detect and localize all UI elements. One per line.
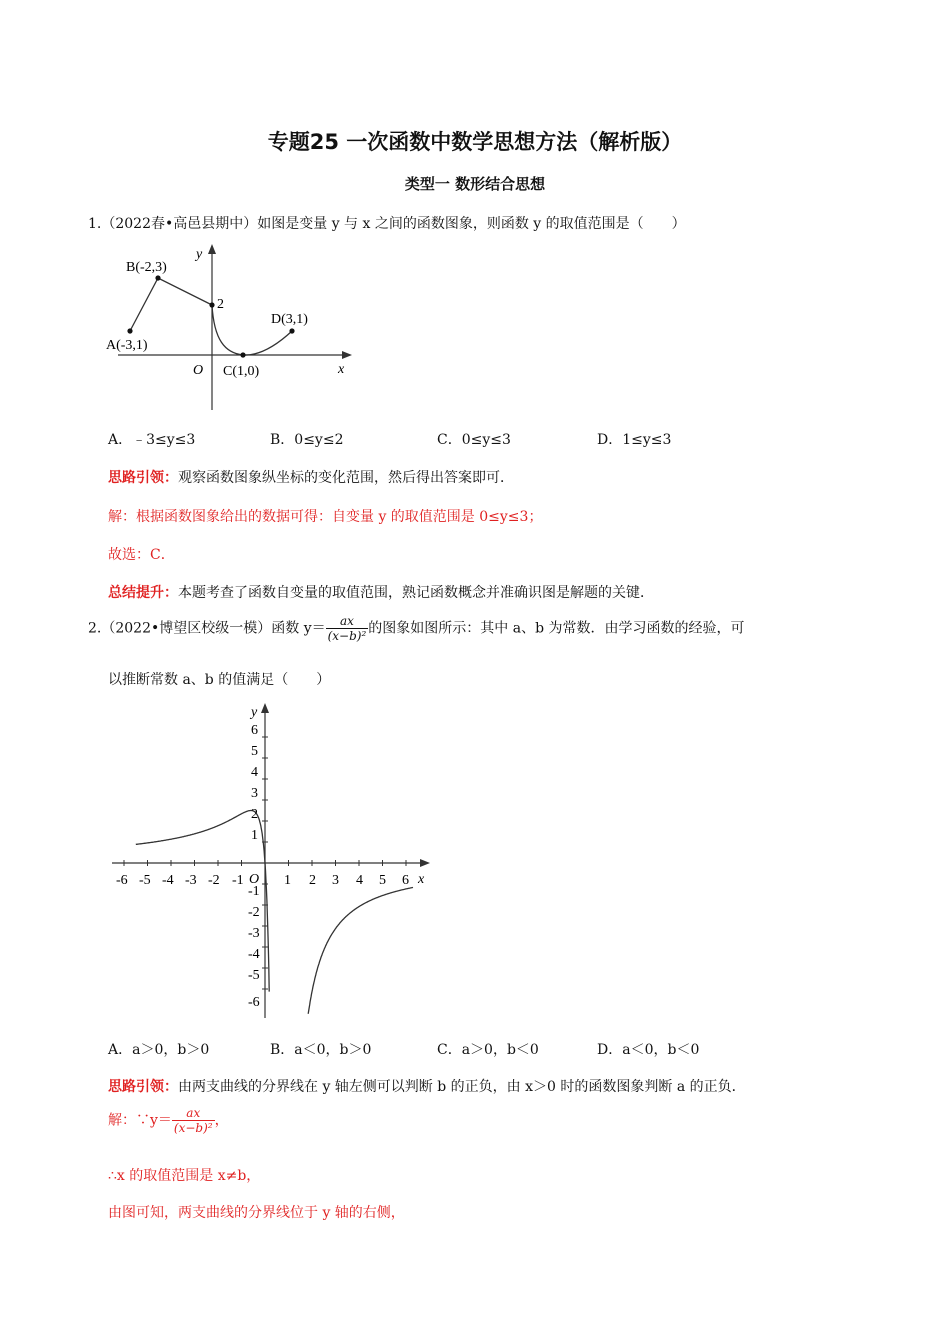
q2-ytick-m5: -5 (248, 968, 260, 983)
q1-label-2: 2 (217, 297, 224, 312)
q1-label-o: O (193, 363, 204, 378)
q1-summary-text: 本题考查了函数自变量的取值范围，熟记函数概念并准确识图是解题的关键． (178, 585, 654, 601)
q1-solution: 解：根据函数图象给出的数据可得：自变量 y 的取值范围是 0≤y≤3； (108, 509, 543, 525)
q1-option-b[interactable]: B．0≤y≤2 (270, 432, 344, 448)
q1-option-a[interactable]: A．﹣3≤y≤3 (108, 432, 196, 448)
q2-sol-prefix: 解：∵y＝ (108, 1112, 172, 1129)
q2-label-o: O (249, 872, 260, 887)
q2-xtick-m6: -6 (116, 873, 128, 888)
q1-label-b: B(-2,3) (126, 260, 167, 275)
q1-point-c (240, 352, 245, 357)
page-title: 专题25 一次函数中数学思想方法（解析版） (267, 130, 683, 154)
q2-ytick-6: 6 (251, 723, 258, 738)
q1-point-a (127, 328, 132, 333)
q2-curve-left (136, 811, 269, 992)
q2-stem-prefix: 2.（2022•博望区校级一模）函数 y＝ (88, 620, 326, 637)
q2-ytick-m2: -2 (248, 905, 260, 920)
q2-xtick-6: 6 (402, 873, 409, 888)
q1-label-c: C(1,0) (223, 364, 260, 379)
q2-ytick-m6: -6 (248, 995, 260, 1010)
q1-label-d: D(3,1) (271, 312, 308, 327)
q2-ytick-1: 1 (251, 828, 258, 843)
q2-ytick-m3: -3 (248, 926, 260, 941)
q2-xtick-5: 5 (379, 873, 386, 888)
q2-ytick-m4: -4 (248, 947, 260, 962)
q2-xtick-m4: -4 (162, 873, 174, 888)
q2-xtick-1: 1 (284, 873, 291, 888)
q2-frac-num: ax (326, 614, 369, 629)
q1-option-d[interactable]: D．1≤y≤3 (597, 432, 672, 448)
q2-range-line: ∴x 的取值范围是 x≠b， (108, 1168, 261, 1184)
q2-curve-right (308, 887, 413, 1013)
q2-sol-fraction (172, 1106, 215, 1135)
q2-sol-frac-num: ax (172, 1106, 215, 1121)
q2-frac-den: (x−b)² (327, 629, 367, 643)
q1-line-abs (130, 278, 212, 331)
q2-xtick-2: 2 (309, 873, 316, 888)
q2-xtick-m1: -1 (232, 873, 244, 888)
q2-option-c[interactable]: C．a＞0，b＜0 (437, 1042, 539, 1058)
q1-point-y2 (209, 302, 214, 307)
q2-ytick-3: 3 (251, 786, 258, 801)
q2-hint-text: 由两支曲线的分界线在 y 轴左侧可以判断 b 的正负，由 x＞0 时的函数图象判断 a 的正负． (178, 1079, 746, 1095)
q2-xtick-4: 4 (356, 873, 363, 888)
q2-x-arrow (420, 859, 430, 867)
q1-point-b (155, 275, 160, 280)
q1-hint-text: 观察函数图象纵坐标的变化范围，然后得出答案即可． (178, 470, 514, 486)
q1-y-arrow (208, 244, 216, 254)
q2-solution (108, 1106, 229, 1135)
q2-graph (108, 700, 438, 1025)
q2-right-line: 由图可知，两支曲线的分界线位于 y 轴的右侧， (108, 1205, 405, 1221)
q1-hint (108, 467, 514, 487)
q1-x-arrow (342, 351, 352, 359)
q1-summary-label: 总结提升： (108, 585, 178, 601)
q1-graph (100, 240, 360, 415)
q1-point-d (289, 328, 294, 333)
q1-summary (108, 582, 654, 602)
q1-label-a: A(-3,1) (106, 338, 148, 353)
q2-sol-frac-den: (x−b)² (173, 1121, 213, 1135)
q1-label-x: x (338, 362, 345, 377)
q2-hint-label: 思路引领： (108, 1079, 178, 1095)
q2-stem-suffix: 的图象如图所示：其中 a、b 为常数．由学习函数的经验，可 (368, 620, 745, 637)
q2-xtick-m5: -5 (139, 873, 151, 888)
q2-option-a[interactable]: A．a＞0，b＞0 (108, 1042, 210, 1058)
q1-option-c[interactable]: C．0≤y≤3 (437, 432, 511, 448)
q2-stem-fraction (326, 614, 369, 643)
q2-xtick-3: 3 (332, 873, 339, 888)
q1-label-y: y (196, 247, 203, 262)
q2-stem-line2: 以推断常数 a、b 的值满足（ ） (108, 672, 331, 688)
q2-ytick-m1: -1 (248, 884, 260, 899)
q2-ytick-4: 4 (251, 765, 258, 780)
section-subtitle: 类型一 数形结合思想 (404, 175, 546, 193)
q1-hint-label: 思路引领： (108, 470, 178, 486)
q2-y-arrow (261, 703, 269, 713)
q2-xtick-m3: -3 (185, 873, 197, 888)
q2-stem (88, 614, 745, 643)
q2-sol-suffix: ， (214, 1112, 229, 1129)
q2-option-b[interactable]: B．a＜0，b＞0 (270, 1042, 372, 1058)
q2-option-d[interactable]: D．a＜0，b＜0 (597, 1042, 700, 1058)
q1-stem: 1.（2022春•高邑县期中）如图是变量 y 与 x 之间的函数图象，则函数 y 的取值范围是（ ） (88, 216, 686, 232)
q2-tick-labels (116, 723, 409, 1010)
q2-label-x: x (418, 872, 425, 887)
q2-xtick-m2: -2 (208, 873, 220, 888)
q1-answer: 故选：C． (108, 547, 175, 563)
q2-label-y: y (251, 705, 258, 720)
q2-hint (108, 1076, 746, 1096)
q2-ytick-5: 5 (251, 744, 258, 759)
q2-ytick-2: 2 (251, 807, 258, 822)
